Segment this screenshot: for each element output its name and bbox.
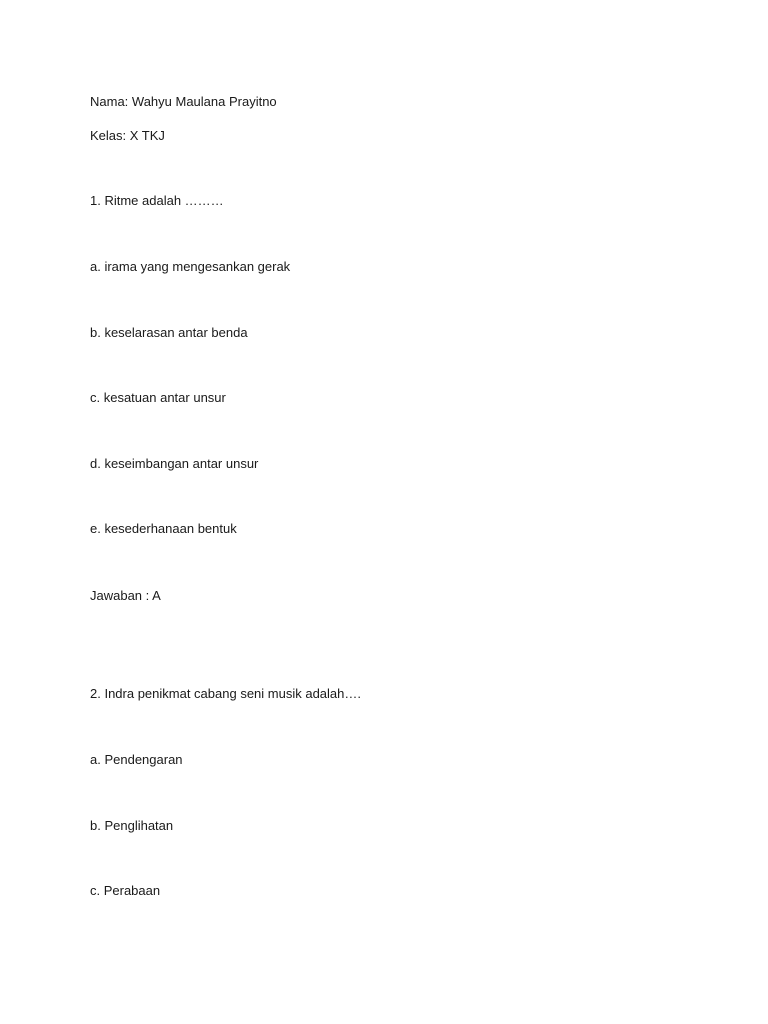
question-1-option-c: c. kesatuan antar unsur [90, 390, 226, 405]
question-2: 2. Indra penikmat cabang seni musik adalah…. [90, 686, 361, 701]
question-1-option-d: d. keseimbangan antar unsur [90, 456, 259, 471]
question-2-option-c: c. Perabaan [90, 883, 161, 898]
student-class: Kelas: X TKJ [90, 128, 165, 143]
question-1-option-b: b. keselarasan antar benda [90, 325, 248, 340]
question-2-option-b: b. Penglihatan [90, 818, 174, 833]
question-2-option-a: a. Pendengaran [90, 752, 183, 767]
question-1-option-e: e. kesederhanaan bentuk [90, 521, 237, 536]
question-1-option-a: a. irama yang mengesankan gerak [90, 259, 291, 274]
student-name: Nama: Wahyu Maulana Prayitno [90, 94, 277, 109]
question-1: 1. Ritme adalah ……… [90, 193, 224, 208]
question-1-answer: Jawaban : A [90, 588, 161, 603]
